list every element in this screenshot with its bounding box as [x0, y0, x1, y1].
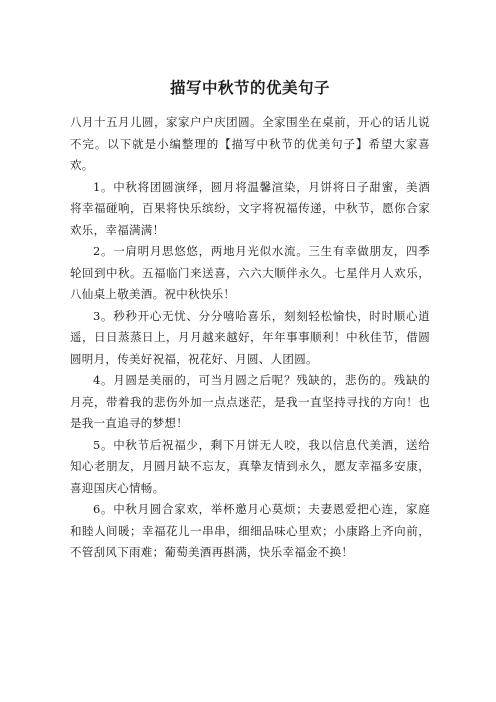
- list-item-1: 1。中秋将团圆演绎，圆月将温馨渲染，月饼将日子甜蜜，美酒将幸福碰响，百果将快乐缤纷，文字将祝福传递，中秋节，愿你合家欢乐，幸福满满！: [70, 179, 430, 237]
- list-item-2: 2。一肩明月思悠悠，两地月光似水流。三生有幸做朋友，四季轮回到中秋。五福临门来送喜，六六大顺伴永久。七星伴月人欢乐，八仙桌上敬美酒。祝中秋快乐！: [70, 244, 430, 301]
- list-item-4: 4。月圆是美丽的，可当月圆之后呢？残缺的，悲伤的。残缺的月亮，带着我的悲伤外加一点点迷茫，是我一直坚持寻找的方向！也是我一直追寻的梦想！: [70, 373, 430, 430]
- page-title: 描写中秋节的优美句子: [169, 79, 330, 97]
- list-item-5: 5。中秋节后祝福少，剩下月饼无人咬，我以信息代美酒，送给知心老朋友，月圆月缺不忘友，真挚友情到永久，愿友幸福多安康，喜迎国庆心情畅。: [70, 437, 430, 495]
- list-item-6: 6。中秋月圆合家欢，举杯邀月心莫烦；夫妻恩爱把心连，家庭和睦人间暖；幸福花儿一串串，细细品味心里欢；小康路上齐向前，不管刮风下雨难；葡萄美酒再斟满，快乐幸福金不换！: [70, 502, 430, 559]
- intro-paragraph: 八月十五月儿圆，家家户户庆团圆。全家围坐在桌前，开心的话儿说不完。以下就是小编整理的【描写中秋节的优美句子】希望大家喜欢。: [70, 115, 430, 172]
- list-item-3: 3。秒秒开心无忧、分分嘻哈喜乐，刻刻轻松愉快，时时顺心逍遥，日日蒸蒸日上，月月越来越好，年年事事顺利！中秋佳节，借圆圆明月，传美好祝福，祝花好、月圆、人团圆。: [70, 308, 430, 366]
